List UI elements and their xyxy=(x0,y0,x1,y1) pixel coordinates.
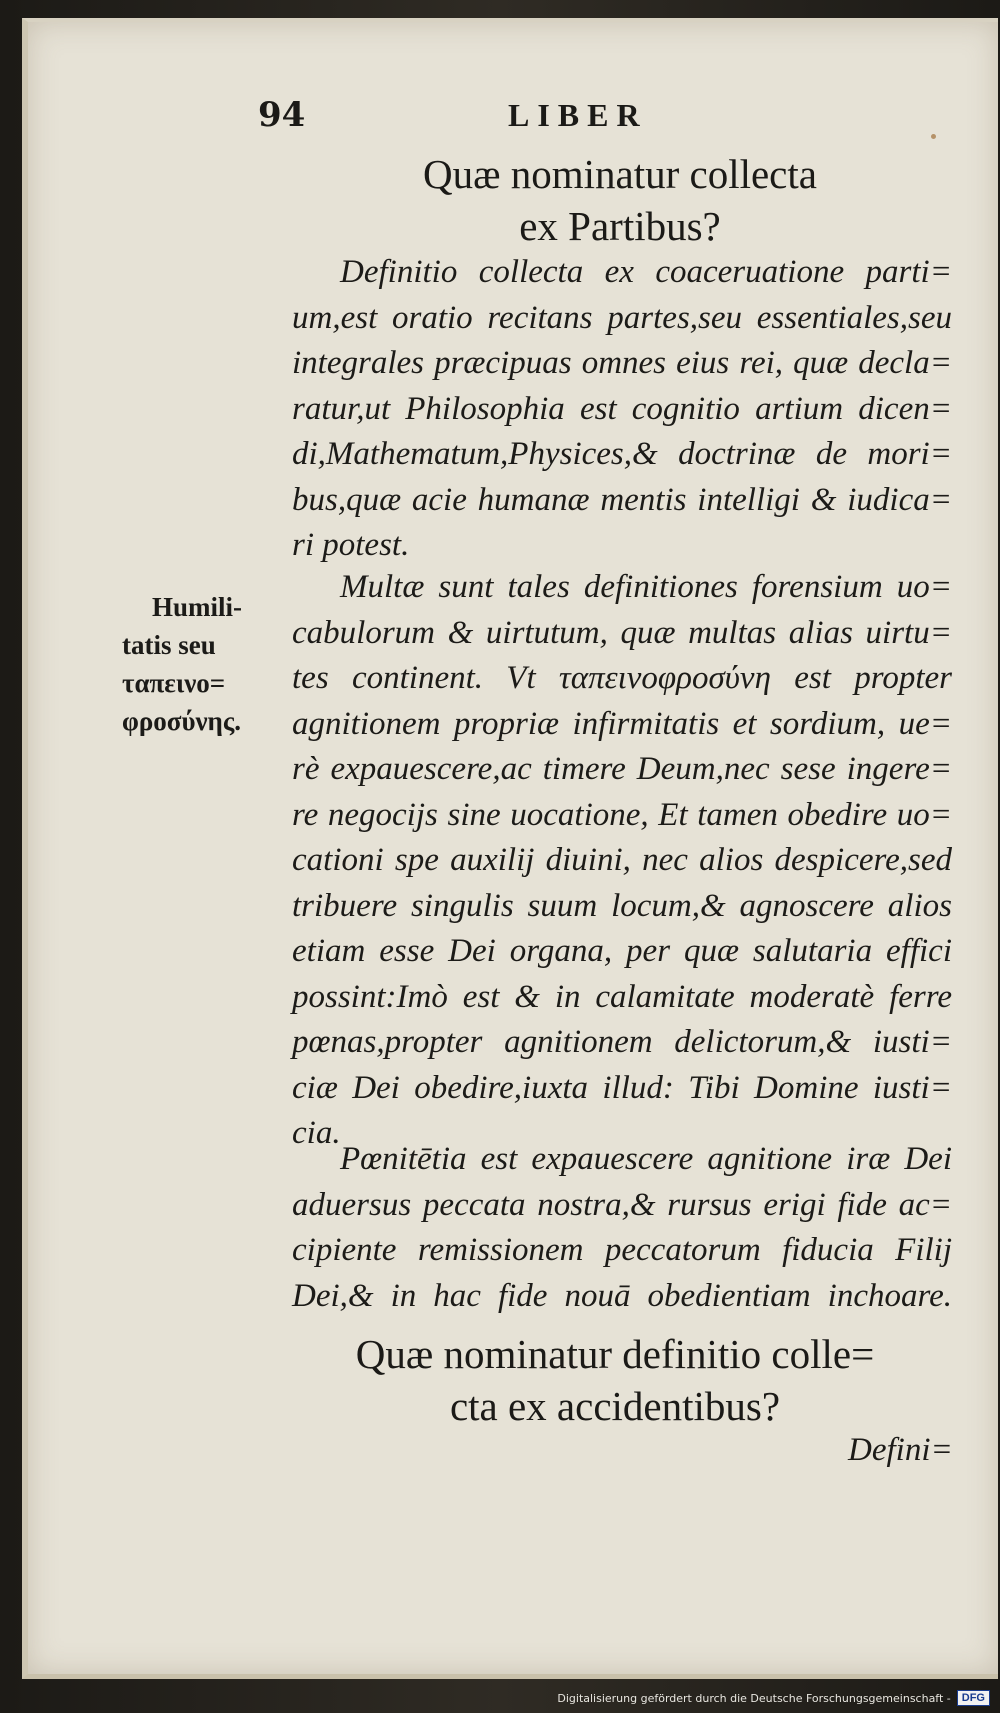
text-line: bus,quæ acie humanæ mentis intelligi & iudica= xyxy=(292,481,952,518)
marginal-line: tatis seu xyxy=(122,630,216,660)
text-line: cipiente remissionem peccatorum fiducia Filij xyxy=(292,1232,952,1268)
paragraph-humility xyxy=(292,565,952,1157)
text-line: um,est oratio recitans partes,seu essentiales,seu xyxy=(292,299,952,336)
text-line: Pœnitētia est expauescere agnitione iræ Dei xyxy=(340,1141,952,1177)
text-line: pœnas,propter agnitionem delictorum,& iusti= xyxy=(292,1024,952,1060)
page-header xyxy=(258,95,728,145)
text-line: ri potest. xyxy=(292,527,410,563)
running-head: LIBER xyxy=(508,97,648,133)
text-line: ratur,ut Philosophia est cognitio artium dicen= xyxy=(292,390,952,427)
marginal-line: ταπεινο= xyxy=(122,668,226,698)
text-line: cationi spe auxilij diuini, nec alios despicere,sed xyxy=(292,842,952,878)
text-line: etiam esse Dei organa, per quæ salutaria effici xyxy=(292,933,952,969)
text-line: agnitionem propriæ infirmitatis et sordium, ue= xyxy=(292,705,952,742)
catchword: Defini= xyxy=(848,1432,953,1468)
heading-line: ex Partibus? xyxy=(519,203,721,249)
marginal-line: φροσύνης. xyxy=(122,706,242,736)
text-line: Dei,& in hac fide nouā obedientiam inchoare. xyxy=(292,1277,952,1314)
section-heading-accidents xyxy=(270,1328,960,1432)
digitization-footer xyxy=(557,1685,990,1711)
heading-line: Quæ nominatur definitio colle= xyxy=(355,1331,875,1377)
text-line: Multæ sunt tales definitiones forensium uo= xyxy=(340,569,952,605)
text-line: rè expauescere,ac timere Deum,nec sese ingere= xyxy=(292,751,952,787)
paragraph-penitence xyxy=(292,1137,952,1319)
footer-text: Digitalisierung gefördert durch die Deutsche Forschungsgemeinschaft - xyxy=(557,1691,951,1705)
text-line: cabulorum & uirtutum, quæ multas alias uirtu= xyxy=(292,614,952,651)
paragraph-definition xyxy=(292,250,952,569)
heading-line: cta ex accidentibus? xyxy=(449,1383,781,1429)
text-line: aduersus peccata nostra,& rursus erigi fide ac= xyxy=(292,1186,952,1223)
text-line: integrales præcipuas omnes eius rei, quæ decla= xyxy=(292,345,952,381)
page-number: 94 xyxy=(258,95,306,135)
text-line: Definitio collecta ex coaceruatione parti= xyxy=(340,254,952,290)
marginal-line: Humili- xyxy=(152,592,243,622)
marginal-note xyxy=(122,588,292,740)
text-line: cia. xyxy=(292,1115,341,1151)
text-line: di,Mathematum,Physices,& doctrinæ de mori= xyxy=(292,436,952,472)
text-line: possint:Imò est & in calamitate moderatè ferre xyxy=(292,978,952,1015)
text-line: ciæ Dei obedire,iuxta illud: Tibi Domine iusti= xyxy=(292,1069,952,1106)
paper-stain xyxy=(931,134,936,139)
section-heading-parts xyxy=(300,148,940,252)
text-line: re negocijs sine uocatione, Et tamen obedire uo= xyxy=(292,796,952,833)
heading-line: Quæ nominatur collecta xyxy=(423,151,817,197)
text-line: tribuere singulis suum locum,& agnoscere alios xyxy=(292,887,952,924)
text-line: tes continent. Vt ταπεινοφροσύνη est propter xyxy=(292,660,952,696)
dfg-logo-icon: DFG xyxy=(957,1690,990,1706)
